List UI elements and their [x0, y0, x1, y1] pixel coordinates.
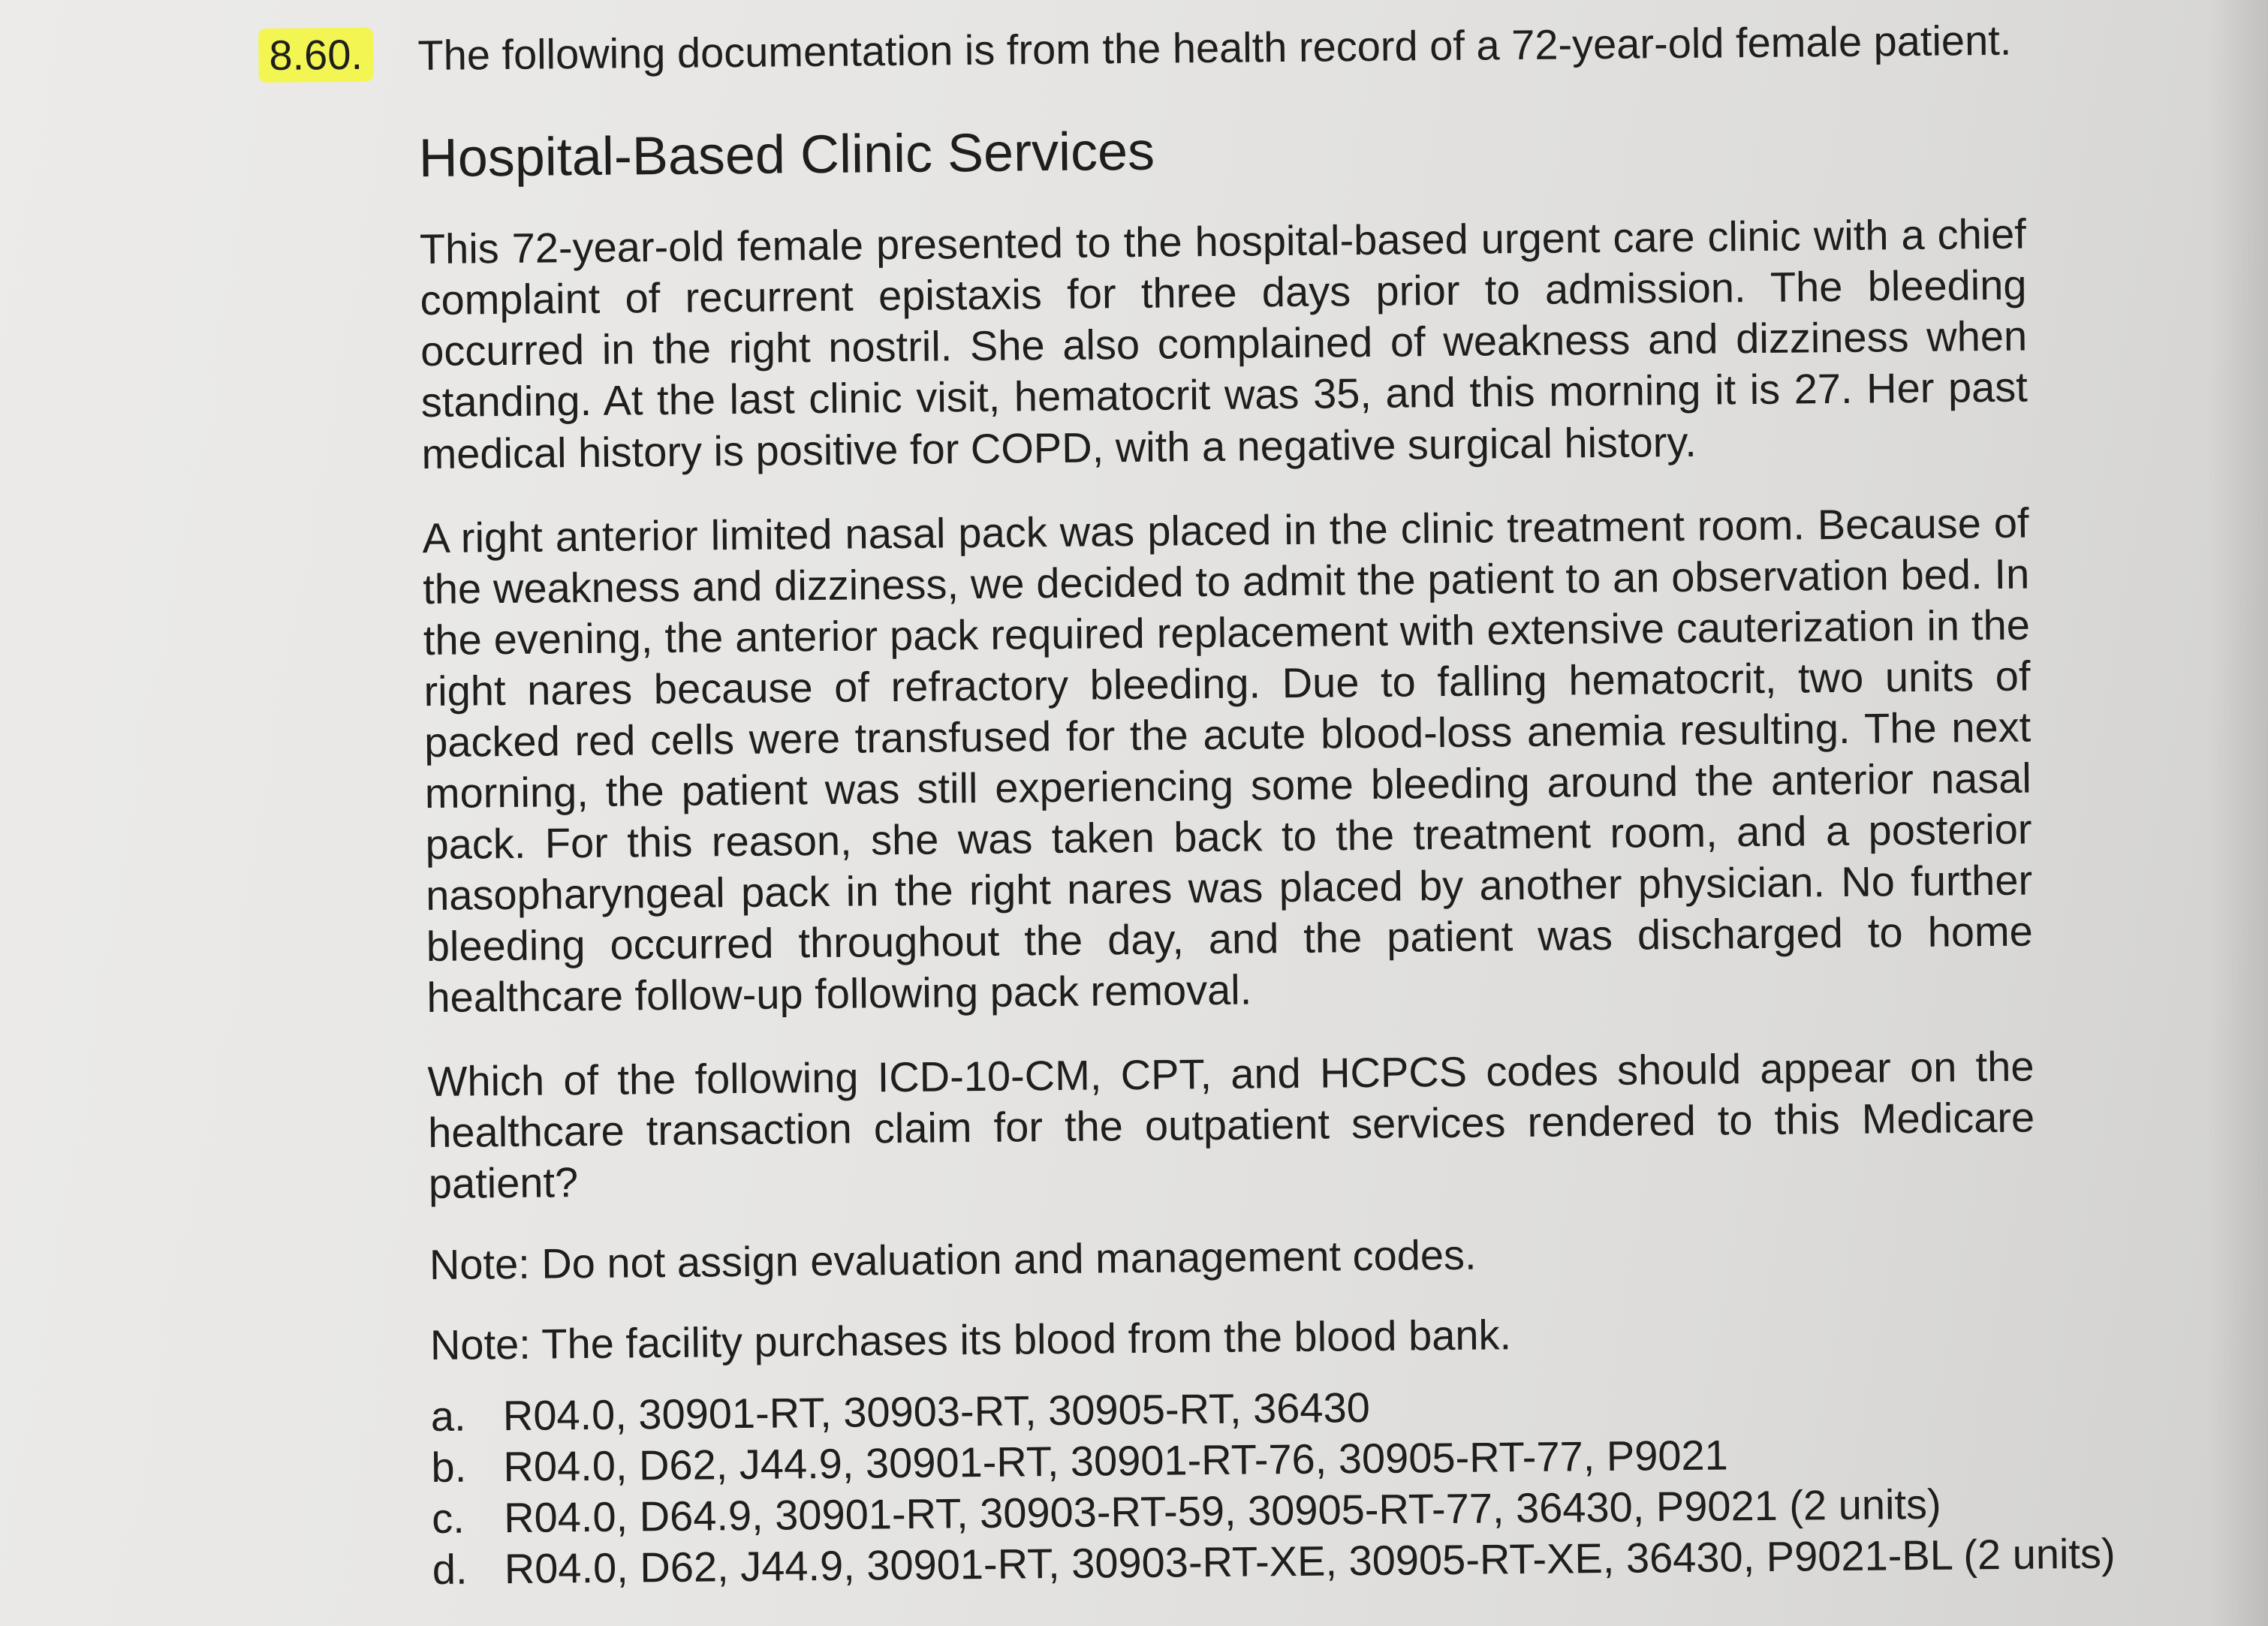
paragraph-question: Which of the following ICD-10-CM, CPT, and HCPCS codes should appear on the healthcare transaction claim for the outpatient services rendered to this Medicare patient? — [427, 1042, 2035, 1207]
section-title: Hospital-Based Clinic Services — [418, 121, 1155, 189]
note-blood-bank: Note: The facility purchases its blood from the blood bank. — [429, 1311, 1512, 1369]
paragraph-treatment: A right anterior limited nasal pack was placed in the clinic treatment room. Because of the weakness and dizziness, we decided to admit the patient to an observation bed. In the evening, the anterior pack required replacement with extensive cauterization in the right nares because of refractory bleeding. Due to falling hematocrit, two units of packed red cells were transfused for the acute blood-loss anemia resulting. The next morning, the patient was still experiencing some bleeding around the anterior nasal pack. For this reason, she was taken back to the treatment room, and a posterior nasopharyngeal pack in the right nares was placed by another physician. No further bleeding occurred throughout the day, and the patient was discharged to home healthcare follow-up following pack removal. — [422, 498, 2034, 1021]
option-text: R04.0, D62, J44.9, 30901-RT, 30901-RT-76, 30905-RT-77, P9021 — [503, 1431, 1729, 1491]
question-number: 8.60. — [258, 28, 373, 83]
option-text: R04.0, D64.9, 30901-RT, 30903-RT-59, 30905-RT-77, 36430, P9021 (2 units) — [503, 1480, 1941, 1542]
page-edge-shadow — [2208, 0, 2268, 1626]
option-letter: a. — [430, 1392, 466, 1441]
answer-options — [430, 1376, 2116, 1596]
paragraph-presentation: This 72-year-old female presented to the hospital-based urgent care clinic with a chief complaint of recurrent epistaxis for three days prior to admission. The bleeding occurred in the right nostril. She also complained of weakness and dizziness when standing. At the last clinic visit, hematocrit was 35, and this morning it is 27. Her past medical history is positive for COPD, with a negative surgical history. — [419, 209, 2029, 477]
option-letter: c. — [431, 1494, 465, 1543]
note-em-codes: Note: Do not assign evaluation and management codes. — [429, 1230, 1477, 1288]
question-block — [269, 6, 2116, 1597]
option-letter: b. — [431, 1443, 467, 1492]
question-header — [270, 6, 2028, 105]
option-text: R04.0, 30901-RT, 30903-RT, 30905-RT, 36430 — [502, 1384, 1371, 1440]
option-text: R04.0, D62, J44.9, 30901-RT, 30903-RT-XE, 30905-RT-XE, 36430, P9021-BL (2 units) — [504, 1529, 2116, 1593]
question-intro: The following documentation is from the health record of a 72-year-old female patient. — [417, 16, 2012, 80]
option-letter: d. — [432, 1545, 468, 1594]
